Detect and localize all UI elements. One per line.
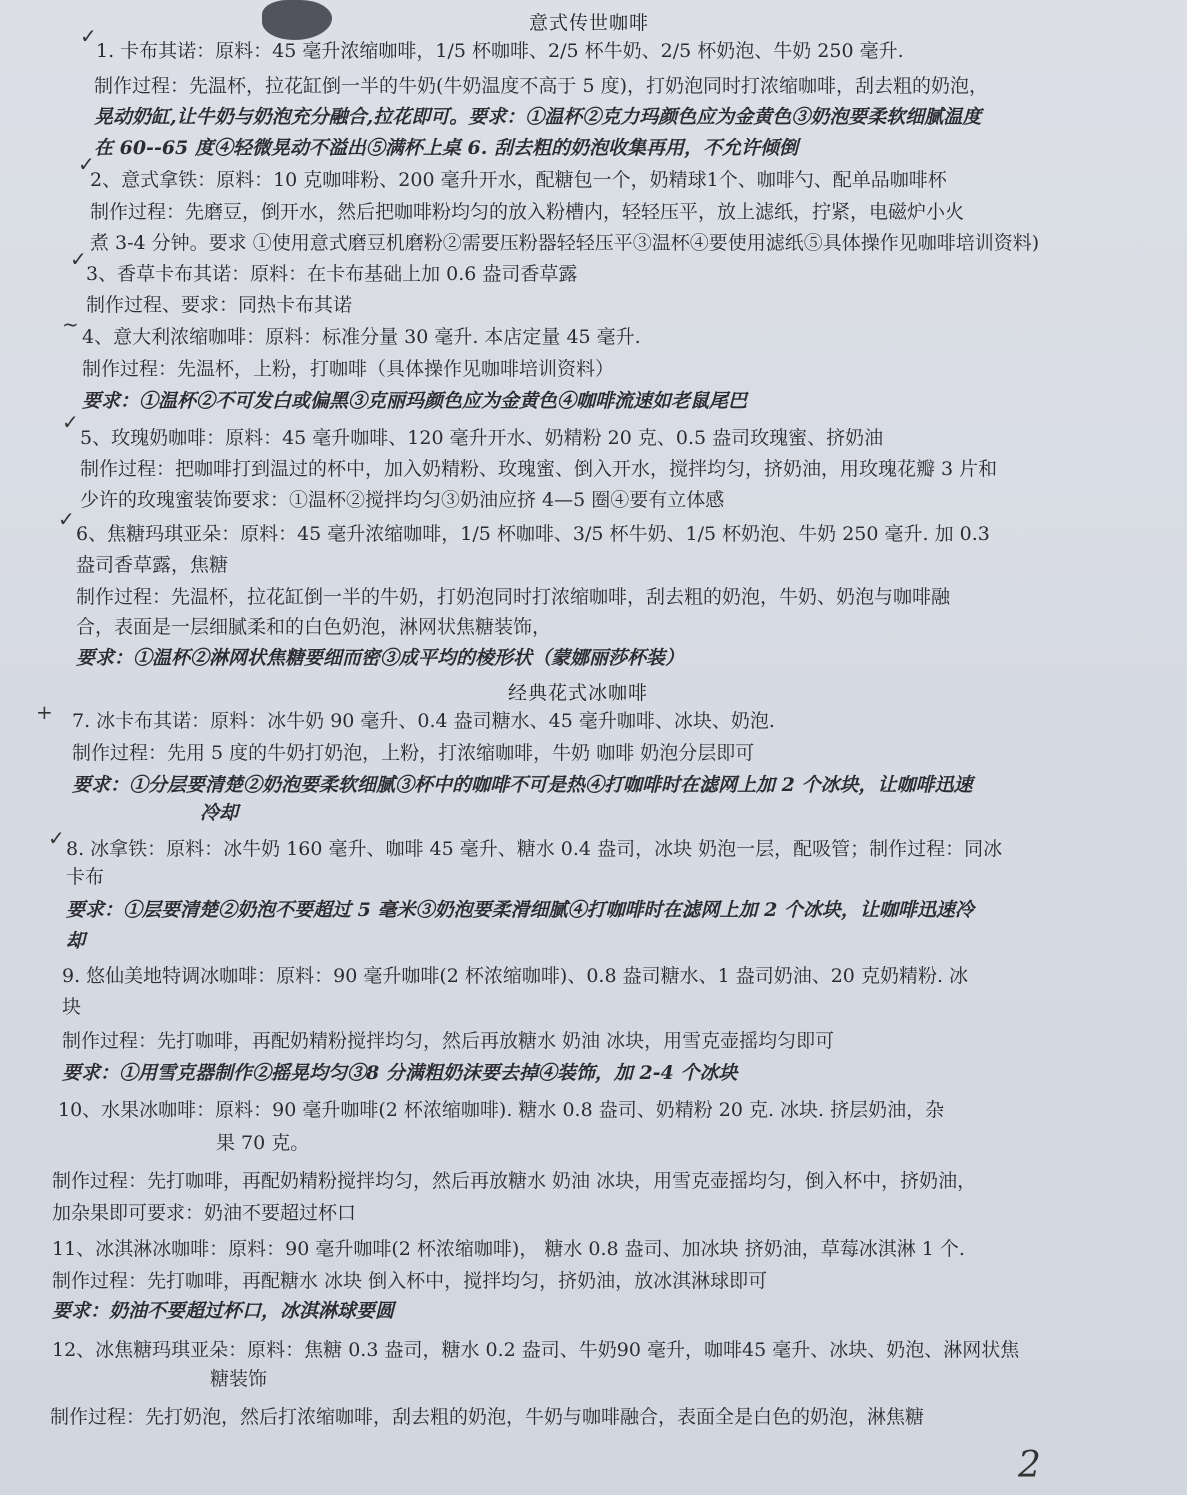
text-line: 3、香草卡布其诺：原料：在卡布基础上加 0.6 盎司香草露 (86, 263, 578, 285)
text-line: 在 60--65 度④轻微晃动不溢出⑤满杯上桌 6. 刮去粗的奶泡收集再用，不允许倾倒 (94, 137, 798, 159)
text-line: 要求：①层要清楚②奶泡不要超过 5 毫米③奶泡要柔滑细腻④打咖啡时在滤网上加 2 个冰块，让咖啡迅速冷 (66, 899, 974, 921)
check-mark: ✓ (48, 826, 65, 850)
text-line: 制作过程：先打咖啡，再配糖水 冰块 倒入杯中，搅拌均匀，挤奶油，放冰淇淋球即可 (52, 1270, 768, 1292)
text-line: 制作过程：先磨豆，倒开水，然后把咖啡粉均匀的放入粉槽内，轻轻压平，放上滤纸，拧紧，电磁炉小火 (90, 201, 965, 223)
text-line: 晃动奶缸,让牛奶与奶泡充分融合,拉花即可。要求：①温杯②克力玛颜色应为金黄色③奶泡要柔软细腻温度 (94, 106, 982, 128)
text-line: 制作过程：先打咖啡，再配奶精粉搅拌均匀，然后再放糖水 奶油 冰块，用雪克壶摇均匀，倒入杯中，挤奶油， (52, 1170, 977, 1192)
text-line: 盎司香草露，焦糖 (76, 554, 229, 576)
text-line: 11、冰淇淋冰咖啡：原料：90 毫升咖啡(2 杯浓缩咖啡)， 糖水 0.8 盎司、加冰块 挤奶油，草莓冰淇淋 1 个. (52, 1238, 965, 1260)
text-line: 制作过程：把咖啡打到温过的杯中，加入奶精粉、玫瑰蜜、倒入开水，搅拌均匀，挤奶油，用玫瑰花瓣 3 片和 (80, 458, 998, 480)
text-line: 合，表面是一层细腻柔和的白色奶泡，淋网状焦糖装饰， (76, 616, 552, 638)
text-line: 果 70 克。 (216, 1132, 310, 1154)
text-line: 制作过程：先打奶泡，然后打浓缩咖啡，刮去粗的奶泡，牛奶与咖啡融合，表面全是白色的奶泡，淋焦糖 (50, 1406, 925, 1428)
text-line: 制作过程、要求：同热卡布其诺 (86, 294, 353, 316)
text-line: 5、玫瑰奶咖啡：原料：45 毫升咖啡、120 毫升开水、奶精粉 20 克、0.5 盎司玫瑰蜜、挤奶油 (80, 427, 884, 449)
text-line: 要求：①温杯②淋网状焦糖要细而密③成平均的棱形状（蒙娜丽莎杯装） (76, 647, 685, 669)
text-line: 9. 悠仙美地特调冰咖啡：原料：90 毫升咖啡(2 杯浓缩咖啡)、0.8 盎司糖水、1 盎司奶油、20 克奶精粉. 冰 (62, 965, 969, 987)
check-mark: ✓ (80, 24, 97, 48)
text-line: 制作过程：先温杯，拉花缸倒一半的牛奶，打奶泡同时打浓缩咖啡，刮去粗的奶泡，牛奶、奶泡与咖啡融 (76, 586, 951, 608)
text-line: 块 (62, 996, 82, 1018)
text-line: 7. 冰卡布其诺：原料：冰牛奶 90 毫升、0.4 盎司糖水、45 毫升咖啡、冰块、奶泡. (72, 710, 775, 732)
text-line: 要求：奶油不要超过杯口，冰淇淋球要圆 (52, 1300, 395, 1322)
text-line: 制作过程：先用 5 度的牛奶打奶泡，上粉，打浓缩咖啡，牛奶 咖啡 奶泡分层即可 (72, 742, 755, 764)
ink-stain (262, 0, 332, 40)
text-line: 加杂果即可要求：奶油不要超过杯口 (52, 1202, 357, 1224)
text-line: 冷却 (200, 802, 239, 824)
text-line: 要求：①分层要清楚②奶泡要柔软细腻③杯中的咖啡不可是热④打咖啡时在滤网上加 2 个冰块，让咖啡迅速 (72, 774, 973, 796)
text-line: 要求：①温杯②不可发白或偏黑③克丽玛颜色应为金黄色④咖啡流速如老鼠尾巴 (82, 390, 748, 412)
section-title: 经典花式冰咖啡 (508, 682, 649, 704)
page-number: 2 (1018, 1445, 1041, 1486)
text-line: 煮 3-4 分钟。要求 ①使用意式磨豆机磨粉②需要压粉器轻轻压平③温杯④要使用滤纸⑤具体操作见咖啡培训资料) (90, 232, 1040, 254)
text-line: 却 (66, 930, 86, 952)
text-line: 6、焦糖玛琪亚朵：原料：45 毫升浓缩咖啡，1/5 杯咖啡、3/5 杯牛奶、1/5 杯奶泡、牛奶 250 毫升. 加 0.3 (76, 523, 990, 545)
text-line: 2、意式拿铁：原料：10 克咖啡粉、200 毫升开水，配糖包一个，奶精球1个、咖啡勺、配单品咖啡杯 (90, 169, 947, 191)
text-line: 制作过程：先温杯，拉花缸倒一半的牛奶(牛奶温度不高于 5 度)，打奶泡同时打浓缩咖啡，刮去粗的奶泡， (94, 75, 988, 97)
check-mark: ✓ (70, 247, 87, 271)
text-line: 要求：①用雪克器制作②摇晃均匀③8 分满粗奶沫要去掉④装饰，加 2-4 个冰块 (62, 1062, 738, 1084)
text-line: 少许的玫瑰蜜装饰要求：①温杯②搅拌均匀③奶油应挤 4—5 圈④要有立体感 (80, 489, 725, 511)
text-line: 8. 冰拿铁：原料：冰牛奶 160 毫升、咖啡 45 毫升、糖水 0.4 盎司，冰块 奶泡一层，配吸管；制作过程：同冰 (66, 838, 1003, 860)
check-mark: ✓ (62, 410, 79, 434)
section-title: 意式传世咖啡 (529, 12, 650, 34)
text-line: 12、冰焦糖玛琪亚朵：原料：焦糖 0.3 盎司，糖水 0.2 盎司、牛奶90 毫升，咖啡45 毫升、冰块、奶泡、淋网状焦 (52, 1339, 1020, 1361)
text-line: 1. 卡布其诺：原料：45 毫升浓缩咖啡，1/5 杯咖啡、2/5 杯牛奶、2/5 杯奶泡、牛奶 250 毫升. (96, 40, 904, 62)
text-line: 糖装饰 (210, 1368, 268, 1390)
check-mark: + (36, 700, 53, 724)
check-mark: ✓ (78, 152, 95, 176)
text-line: 4、意大利浓缩咖啡：原料：标准分量 30 毫升. 本店定量 45 毫升. (82, 326, 641, 348)
text-line: 卡布 (66, 866, 105, 888)
text-line: 制作过程：先打咖啡，再配奶精粉搅拌均匀，然后再放糖水 奶油 冰块，用雪克壶摇均匀即可 (62, 1030, 835, 1052)
text-line: 10、水果冰咖啡：原料：90 毫升咖啡(2 杯浓缩咖啡). 糖水 0.8 盎司、奶精粉 20 克. 冰块. 挤层奶油，杂 (58, 1099, 945, 1121)
text-line: 制作过程：先温杯，上粉，打咖啡（具体操作见咖啡培训资料） (82, 358, 615, 380)
check-mark: ~ (62, 312, 79, 336)
check-mark: ✓ (58, 507, 75, 531)
